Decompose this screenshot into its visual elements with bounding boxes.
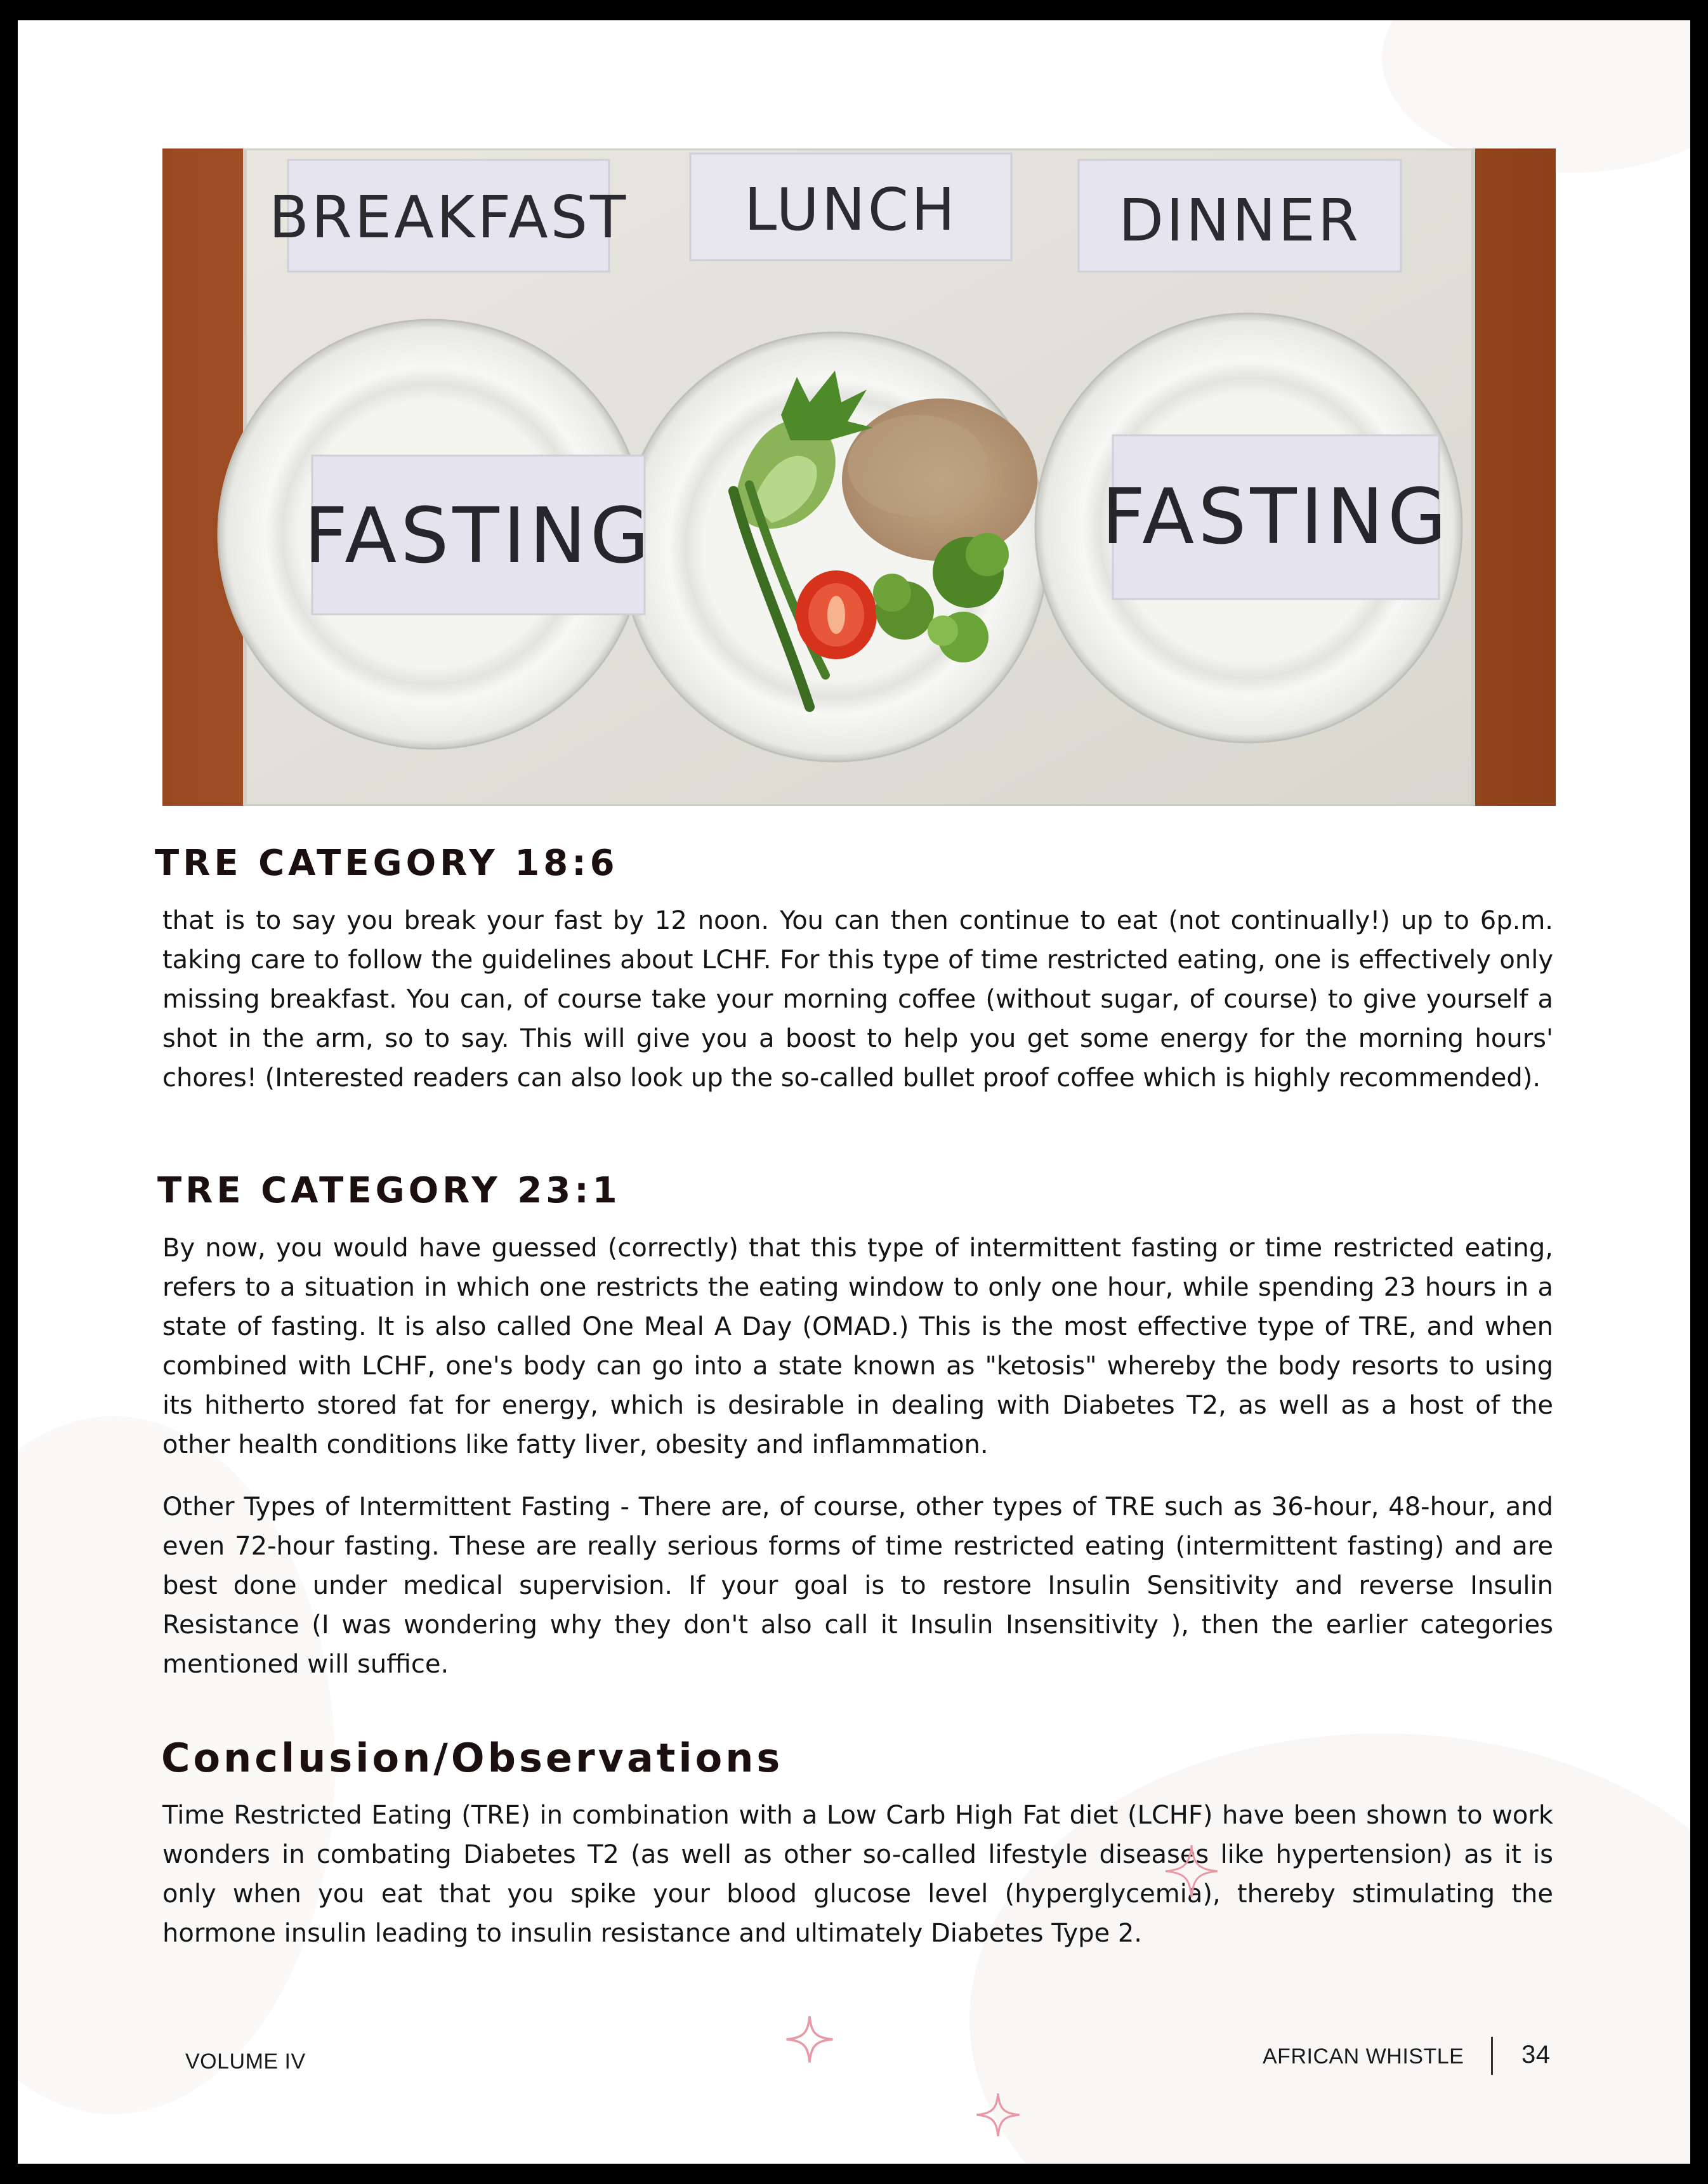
svg-text:FASTING: FASTING xyxy=(304,492,653,581)
section-paragraph: By now, you would have guessed (correctly) that this type of intermittent fasting or time restricted eating, refers to a situation in which one restricts the eating window to only one hour, while spending 23 hours in a state of fasting. It is also called One Meal A Day (OMAD.) This is the most effective type of TRE, and when combined with LCHF, one's body can go into a state known as "ketosis" whereby the body resorts to using its hitherto stored fat for energy, which is desirable in dealing with Diabetes T2, as well as a host of the other health conditions like fatty liver, obesity and inflammation. xyxy=(162,1233,1553,1459)
footer-divider xyxy=(1491,2037,1493,2075)
meal-plates-photo xyxy=(162,148,1556,806)
meal-signs xyxy=(269,154,1401,272)
section-heading-conclusion: Conclusion/Observations xyxy=(161,1735,784,1781)
fasting-label-left xyxy=(304,456,653,614)
breakfast-sign: BREAKFAST xyxy=(268,183,629,251)
sparkle-icon xyxy=(975,2091,1022,2138)
sparkle-icon xyxy=(784,2014,835,2065)
dinner-sign: DINNER xyxy=(1119,187,1361,254)
section-paragraph: that is to say you break your fast by 12 noon. You can then continue to eat (not continually!) up to 6p.m. taking care to follow the guidelines about LCHF. For this type of time restricted eating, one is effectively only missing breakfast. You can, of course take your morning coffee (without sugar, of course) to give yourself a shot in the arm, so to say. This will give you a boost to help you get some energy for the morning hours' chores! (Interested readers can also look up the so-called bullet proof coffee which is highly recommended). xyxy=(162,906,1553,1093)
page-number: 34 xyxy=(1521,2041,1551,2069)
fasting-label-right xyxy=(1101,435,1450,599)
section-paragraph: Other Types of Intermittent Fasting - There are, of course, other types of TRE such as 36-hour, 48-hour, and even 72-hour fasting. These are really serious forms of time restricted eating (intermittent fasting) and are best done under medical supervision. If your goal is to restore Insulin Sensitivity and reverse Insulin Resistance (I was wondering why they don't also call it Insulin Insensitivity ), then the earlier categories mentioned will suffice. xyxy=(162,1492,1553,1679)
lunch-sign: LUNCH xyxy=(744,176,958,244)
magazine-page xyxy=(18,20,1690,2164)
footer-publication: AFRICAN WHISTLE xyxy=(1263,2044,1464,2069)
section-heading-tre-18-6: TRE CATEGORY 18:6 xyxy=(155,843,619,884)
sparkle-icon xyxy=(1163,1843,1220,1900)
section-paragraph: Time Restricted Eating (TRE) in combination with a Low Carb High Fat diet (LCHF) have been shown to work wonders in combating Diabetes T2 (as well as other so-called lifestyle diseases like hypertension) as it is only when you eat that you spike your blood glucose level (hyperglycemia), thereby stimulating the hormone insulin leading to insulin resistance and ultimately Diabetes Type 2. xyxy=(162,1801,1553,1948)
svg-text:FASTING: FASTING xyxy=(1101,473,1450,562)
section-heading-tre-23-1: TRE CATEGORY 23:1 xyxy=(157,1170,621,1211)
footer-volume: VOLUME IV xyxy=(185,2049,306,2074)
